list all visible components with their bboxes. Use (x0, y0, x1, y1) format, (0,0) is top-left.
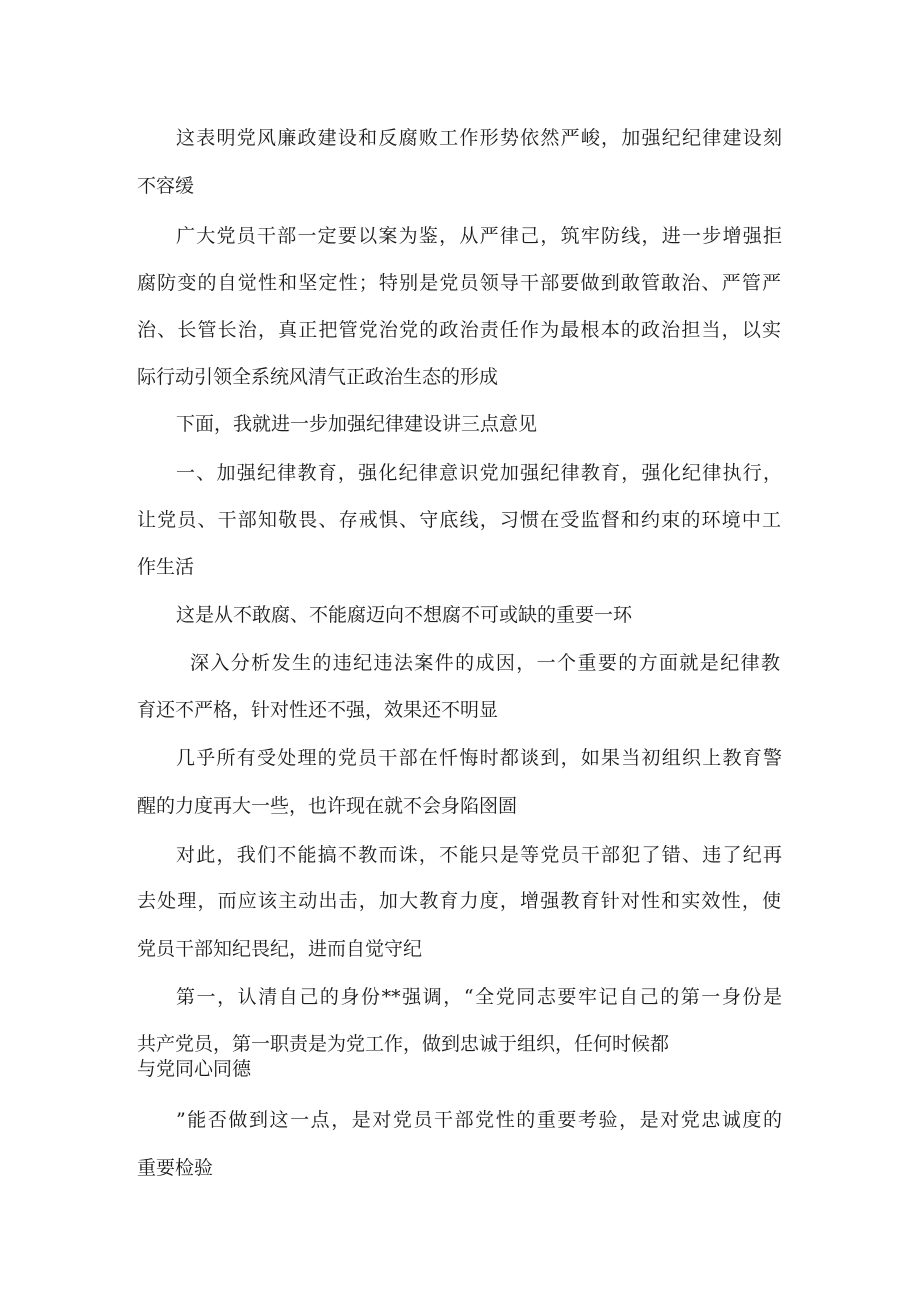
text-line: 深入分析发生的违纪违法案件的成因，一个重要的方面就是纪律教 (190, 652, 780, 674)
text-line: 广大党员干部一定要以案为鉴，从严律己，筑牢防线，进一步增强拒 (176, 225, 782, 247)
text-line: 对此，我们不能搞不教而诛，不能只是等党员干部犯了错、违了纪再 (176, 844, 782, 866)
text-line: 不容缓 (137, 175, 195, 197)
text-line: 治、长管长治，真正把管党治党的政治责任作为最根本的政治担当，以实 (137, 319, 781, 341)
text-line: ”能否做到这一点，是对党员干部党性的重要考验，是对党忠诚度的 (176, 1109, 782, 1131)
text-line: 重要检验 (137, 1157, 214, 1179)
text-line: 这表明党风廉政建设和反腐败工作形势依然严峻，加强纪纪律建设刻 (176, 127, 782, 149)
text-line: 醒的力度再大一些，也许现在就不会身陷囹圄 (137, 795, 518, 817)
text-line: 腐防变的自觉性和坚定性；特别是党员领导干部要做到敢管敢治、严管严 (137, 272, 781, 294)
text-line: 下面，我就进一步加强纪律建设讲三点意见 (176, 413, 538, 435)
text-line: 育还不严格，针对性还不强，效果还不明显 (137, 699, 499, 721)
text-line: 作生活 (137, 556, 195, 578)
text-line: 去处理，而应该主动出击，加大教育力度，增强教育针对性和实效性，使 (137, 890, 781, 912)
text-line: 让党员、干部知敬畏、存戒惧、守底线，习惯在受监督和约束的环境中工 (137, 509, 781, 531)
text-line: 共产党员，第一职责是为党工作，做到忠诚于组织，任何时候都 (137, 1033, 670, 1055)
text-line: 一、加强纪律教育，强化纪律意识党加强纪律教育，强化纪律执行， (176, 462, 782, 484)
text-line: 第一，认清自己的身份**强调，“全党同志要牢记自己的第一身份是 (176, 986, 782, 1008)
text-line: 际行动引领全系统风清气正政治生态的形成 (137, 366, 499, 388)
text-line: 与党同心同德 (137, 1058, 252, 1080)
text-line: 党员干部知纪畏纪，进而自觉守纪 (137, 938, 423, 960)
text-line: 几乎所有受处理的党员干部在忏悔时都谈到，如果当初组织上教育警 (176, 747, 782, 769)
text-line: 这是从不敢腐、不能腐迈向不想腐不可或缺的重要一环 (176, 604, 633, 626)
